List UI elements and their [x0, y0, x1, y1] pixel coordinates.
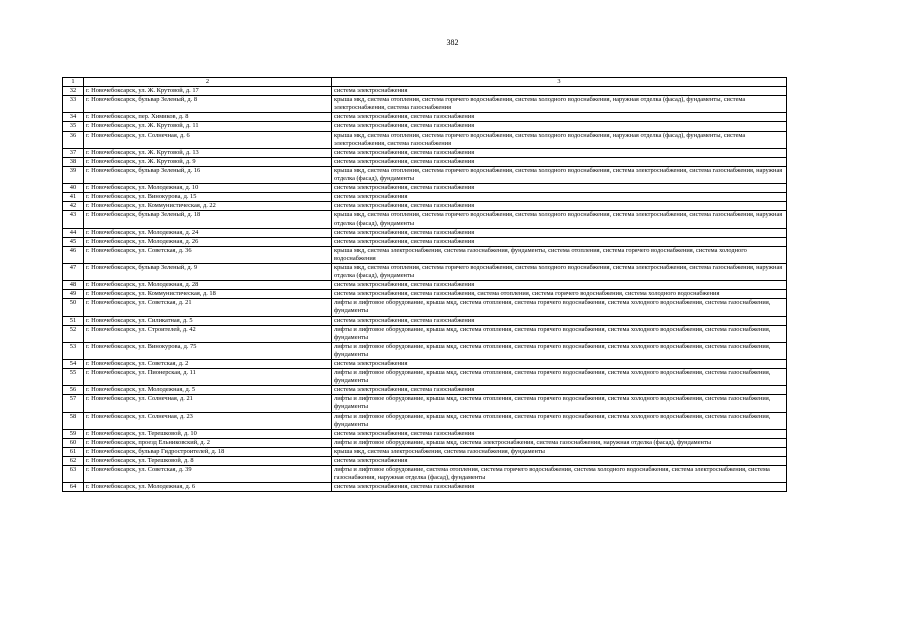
row-address: г. Новочебоксарск, бульвар Зеленый, д. 18	[84, 211, 332, 228]
row-number: 52	[63, 325, 84, 342]
row-address: г. Новочебоксарск, бульвар Зеленый, д. 16	[84, 166, 332, 183]
row-works: система электроснабжения, система газоснабжения	[332, 228, 787, 237]
table-row	[63, 87, 787, 96]
row-works: система электроснабжения, система газоснабжения	[332, 202, 787, 211]
table-row	[63, 113, 787, 122]
row-works: система электроснабжения, система газоснабжения	[332, 237, 787, 246]
row-works: лифты и лифтовое оборудование, крыша мкд, система отопления, система горячего водоснабжения, система холодного водоснабжения, система газоснабжения, фундаменты	[332, 342, 787, 359]
row-address: г. Новочебоксарск, ул. Коммунистическая, д. 18	[84, 290, 332, 299]
table-row	[63, 412, 787, 429]
table-row	[63, 483, 787, 492]
row-number: 49	[63, 290, 84, 299]
table-row	[63, 466, 787, 483]
row-number: 58	[63, 412, 84, 429]
row-number: 37	[63, 148, 84, 157]
row-number: 51	[63, 316, 84, 325]
row-address: г. Новочебоксарск, ул. Силикатная, д. 5	[84, 316, 332, 325]
row-works: система электроснабжения, система газоснабжения	[332, 386, 787, 395]
row-number: 38	[63, 157, 84, 166]
table-row	[63, 386, 787, 395]
row-address: г. Новочебоксарск, ул. Пионерская, д. 11	[84, 369, 332, 386]
row-works: система электроснабжения, система газоснабжения	[332, 429, 787, 438]
row-number: 32	[63, 87, 84, 96]
row-address: г. Новочебоксарск, ул. Ж. Крутовой, д. 11	[84, 122, 332, 131]
row-address: г. Новочебоксарск, ул. Терешковой, д. 10	[84, 429, 332, 438]
row-number: 62	[63, 457, 84, 466]
table-row	[63, 184, 787, 193]
table-row	[63, 237, 787, 246]
buildings-table	[62, 77, 787, 492]
row-works: система электроснабжения, система газоснабжения	[332, 184, 787, 193]
row-address: г. Новочебоксарск, ул. Ж. Крутовой, д. 13	[84, 148, 332, 157]
row-works: лифты и лифтовое оборудование, крыша мкд, система электроснабжения, система газоснабжения, наружная отделка (фасад), фундаменты	[332, 438, 787, 447]
table-row	[63, 157, 787, 166]
row-number: 53	[63, 342, 84, 359]
row-address: г. Новочебоксарск, ул. Ж. Крутовой, д. 17	[84, 87, 332, 96]
row-address: г. Новочебоксарск, ул. Винокурова, д. 15	[84, 193, 332, 202]
table-row	[63, 316, 787, 325]
row-number: 59	[63, 429, 84, 438]
row-address: г. Новочебоксарск, ул. Советская, д. 2	[84, 360, 332, 369]
row-number: 64	[63, 483, 84, 492]
row-number: 63	[63, 466, 84, 483]
row-number: 45	[63, 237, 84, 246]
row-works: лифты и лифтовое оборудование, крыша мкд, система отопления, система горячего водоснабжения, система холодного водоснабжения, система газоснабжения, фундаменты	[332, 395, 787, 412]
table-row	[63, 369, 787, 386]
row-works: крыша мкд, система отопления, система горячего водоснабжения, система холодного водоснабжения, система электроснабжения, система газоснабжения, наружная отделка (фасад), фундаменты	[332, 211, 787, 228]
row-address: г. Новочебоксарск, бульвар Гидростроителей, д. 18	[84, 447, 332, 456]
row-works: лифты и лифтовое оборудование, крыша мкд, система отопления, система горячего водоснабжения, система холодного водоснабжения, система газоснабжения, фундаменты	[332, 325, 787, 342]
table-row	[63, 246, 787, 263]
row-address: г. Новочебоксарск, проезд Ельниковский, д. 2	[84, 438, 332, 447]
row-number: 46	[63, 246, 84, 263]
table-row	[63, 211, 787, 228]
table-header-row	[63, 78, 787, 87]
table-row	[63, 360, 787, 369]
row-works: крыша мкд, система отопления, система горячего водоснабжения, система холодного водоснабжения, наружная отделка (фасад), фундаменты, система электроснабжения, система газоснабжения	[332, 96, 787, 113]
table-row	[63, 122, 787, 131]
row-number: 55	[63, 369, 84, 386]
table-row	[63, 96, 787, 113]
row-address: г. Новочебоксарск, ул. Молодежная, д. 24	[84, 228, 332, 237]
row-works: система электроснабжения, система газоснабжения	[332, 281, 787, 290]
row-address: г. Новочебоксарск, бульвар Зеленый, д. 8	[84, 96, 332, 113]
row-works: система электроснабжения, система газоснабжения	[332, 157, 787, 166]
row-number: 39	[63, 166, 84, 183]
table-row	[63, 131, 787, 148]
table-row	[63, 299, 787, 316]
row-address: г. Новочебоксарск, ул. Солнечная, д. 6	[84, 131, 332, 148]
row-number: 47	[63, 263, 84, 280]
table-row	[63, 202, 787, 211]
row-address: г. Новочебоксарск, ул. Винокурова, д. 75	[84, 342, 332, 359]
row-number: 42	[63, 202, 84, 211]
row-address: г. Новочебоксарск, пер. Химиков, д. 8	[84, 113, 332, 122]
row-works: система электроснабжения	[332, 457, 787, 466]
row-number: 61	[63, 447, 84, 456]
row-number: 57	[63, 395, 84, 412]
row-works: система электроснабжения, система газоснабжения	[332, 316, 787, 325]
row-number: 44	[63, 228, 84, 237]
row-works: крыша мкд, система отопления, система горячего водоснабжения, система холодного водоснабжения, наружная отделка (фасад), фундаменты, система электроснабжения, система газоснабжения	[332, 131, 787, 148]
row-address: г. Новочебоксарск, ул. Солнечная, д. 21	[84, 395, 332, 412]
table-row	[63, 457, 787, 466]
row-works: система электроснабжения	[332, 360, 787, 369]
row-works: крыша мкд, система электроснабжения, система газоснабжения, фундаменты	[332, 447, 787, 456]
row-number: 60	[63, 438, 84, 447]
table-row	[63, 447, 787, 456]
row-works: система электроснабжения, система газоснабжения	[332, 122, 787, 131]
row-address: г. Новочебоксарск, ул. Советская, д. 21	[84, 299, 332, 316]
row-number: 41	[63, 193, 84, 202]
table-row	[63, 290, 787, 299]
row-address: г. Новочебоксарск, ул. Солнечная, д. 23	[84, 412, 332, 429]
table-row	[63, 228, 787, 237]
row-works: лифты и лифтовое оборудование, крыша мкд, система отопления, система горячего водоснабжения, система холодного водоснабжения, система газоснабжения, фундаменты	[332, 369, 787, 386]
row-number: 54	[63, 360, 84, 369]
column-header-number: 1	[63, 78, 84, 87]
row-works: лифты и лифтовое оборудование, система отопления, система горячего водоснабжения, система холодного водоснабжения, система электроснабжения, система газоснабжения, наружная отделка (фасад), фундаменты	[332, 466, 787, 483]
table-row	[63, 263, 787, 280]
table-row	[63, 438, 787, 447]
row-address: г. Новочебоксарск, ул. Советская, д. 39	[84, 466, 332, 483]
column-header-address: 2	[84, 78, 332, 87]
row-address: г. Новочебоксарск, ул. Молодежная, д. 28	[84, 281, 332, 290]
column-header-works: 3	[332, 78, 787, 87]
row-number: 56	[63, 386, 84, 395]
page-number: 382	[446, 38, 459, 47]
row-address: г. Новочебоксарск, ул. Молодежная, д. 6	[84, 483, 332, 492]
table-row	[63, 148, 787, 157]
row-address: г. Новочебоксарск, ул. Строителей, д. 42	[84, 325, 332, 342]
row-works: крыша мкд, система отопления, система горячего водоснабжения, система холодного водоснабжения, система электроснабжения, система газоснабжения, наружная отделка (фасад), фундаменты	[332, 166, 787, 183]
row-works: система электроснабжения	[332, 87, 787, 96]
row-works: крыша мкд, система отопления, система горячего водоснабжения, система холодного водоснабжения, система электроснабжения, система газоснабжения, наружная отделка (фасад), фундаменты	[332, 263, 787, 280]
row-address: г. Новочебоксарск, ул. Ж. Крутовой, д. 9	[84, 157, 332, 166]
row-address: г. Новочебоксарск, ул. Советская, д. 36	[84, 246, 332, 263]
row-number: 40	[63, 184, 84, 193]
row-works: система электроснабжения, система газоснабжения	[332, 113, 787, 122]
row-works: крыша мкд, система электроснабжения, система газоснабжения, фундаменты, система отопления, система горячего водоснабжения, система холодного водоснабжения	[332, 246, 787, 263]
row-works: система электроснабжения, система газоснабжения, система отопления, система горячего водоснабжения, система холодного водоснабжения	[332, 290, 787, 299]
row-number: 34	[63, 113, 84, 122]
row-number: 36	[63, 131, 84, 148]
row-number: 43	[63, 211, 84, 228]
table-row	[63, 429, 787, 438]
row-number: 48	[63, 281, 84, 290]
row-works: система электроснабжения, система газоснабжения	[332, 483, 787, 492]
table-row	[63, 281, 787, 290]
table-row	[63, 395, 787, 412]
row-number: 35	[63, 122, 84, 131]
row-address: г. Новочебоксарск, ул. Терешковой, д. 8	[84, 457, 332, 466]
row-number: 33	[63, 96, 84, 113]
row-address: г. Новочебоксарск, ул. Коммунистическая, д. 22	[84, 202, 332, 211]
table-row	[63, 166, 787, 183]
row-works: система электроснабжения, система газоснабжения	[332, 148, 787, 157]
row-works: лифты и лифтовое оборудование, крыша мкд, система отопления, система горячего водоснабжения, система холодного водоснабжения, система газоснабжения, фундаменты	[332, 412, 787, 429]
row-address: г. Новочебоксарск, бульвар Зеленый, д. 9	[84, 263, 332, 280]
row-address: г. Новочебоксарск, ул. Молодежная, д. 5	[84, 386, 332, 395]
row-address: г. Новочебоксарск, ул. Молодежная, д. 26	[84, 237, 332, 246]
row-works: лифты и лифтовое оборудование, крыша мкд, система отопления, система горячего водоснабжения, система холодного водоснабжения, система газоснабжения, фундаменты	[332, 299, 787, 316]
table-row	[63, 193, 787, 202]
table-row	[63, 325, 787, 342]
row-number: 50	[63, 299, 84, 316]
table-row	[63, 342, 787, 359]
row-works: система электроснабжения	[332, 193, 787, 202]
row-address: г. Новочебоксарск, ул. Молодежная, д. 10	[84, 184, 332, 193]
